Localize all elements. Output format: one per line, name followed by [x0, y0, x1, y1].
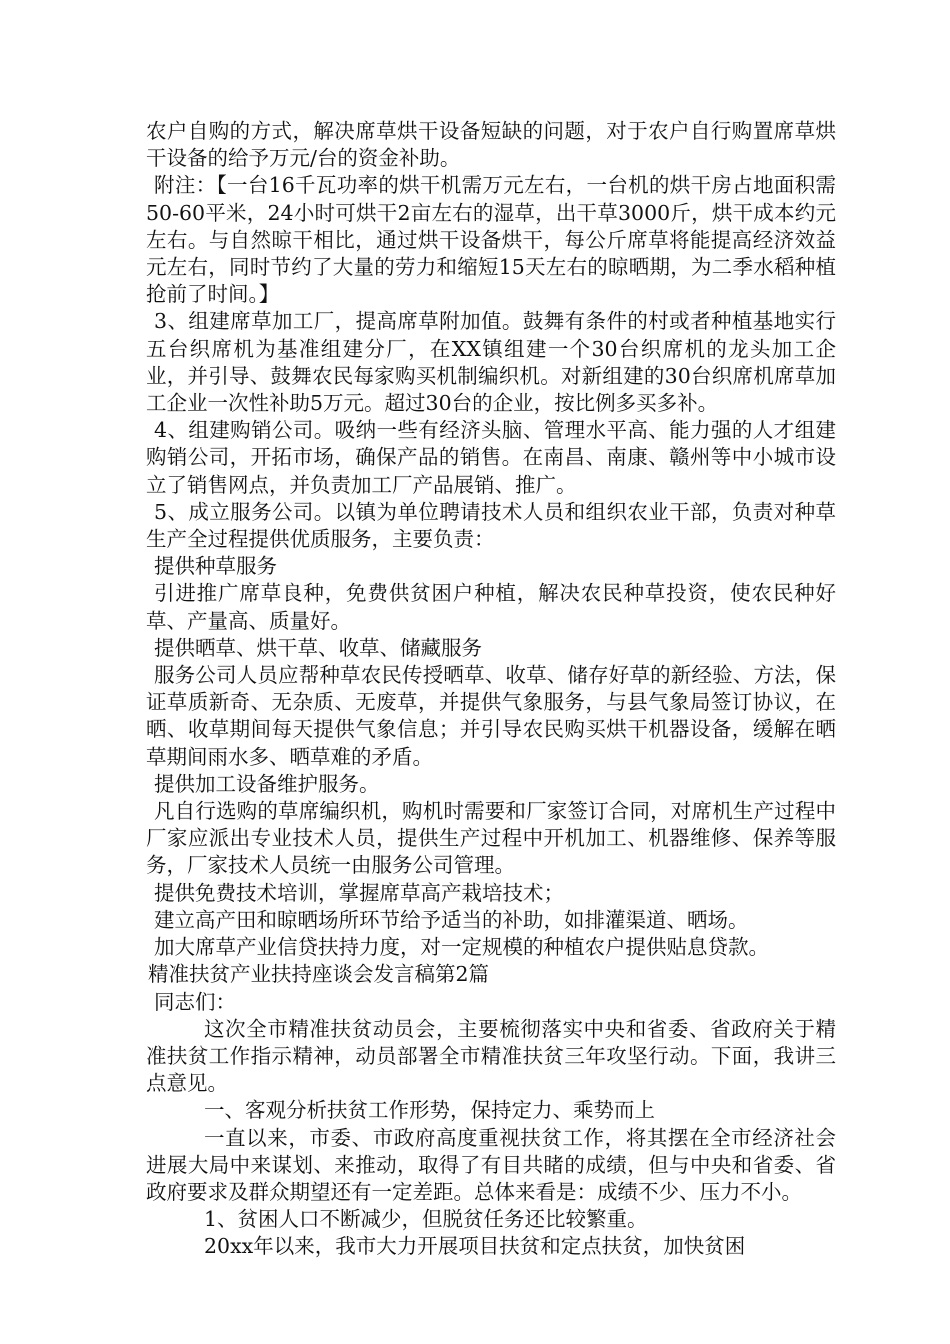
section-heading-2: 精准扶贫产业扶持座谈会发言稿第2篇 [148, 962, 490, 987]
paragraph-item-4: 4、组建购销公司。吸纳一些有经济头脑、管理水平高、能力强的人才组建购销公司，开拓市场，确保产品的销售。在南昌、南康、赣州等中小城市设立了销售网点，并负责加工厂产品展销、推广。 [146, 418, 836, 497]
paragraph-service-3-body: 凡自行选购的草席编织机，购机时需要和厂家签订合同，对席机生产过程中厂家应派出专业技术人员，提供生产过程中开机加工、机器维修、保养等服务，厂家技术人员统一由服务公司管理。 [146, 799, 836, 878]
paragraph-service-1-body: 引进推广席草良种，免费供贫困户种植，解决农民种草投资，使农民种好草、产量高、质量好。 [146, 581, 836, 633]
paragraph-service-3-title: 提供加工设备维护服务。 [154, 771, 380, 796]
paragraph-intro: 这次全市精准扶贫动员会，主要梳彻落实中央和省委、省政府关于精准扶贫工作指示精神，动员部署全市精准扶贫三年攻坚行动。下面，我讲三点意见。 [146, 1016, 836, 1096]
document-body [146, 118, 836, 1261]
paragraph-point-1: 1、贫困人口不断减少，但脱贫任务还比较繁重。 [204, 1207, 648, 1232]
paragraph-credit: 加大席草产业信贷扶持力度，对一定规模的种植农户提供贴息贷款。 [154, 935, 769, 960]
paragraph-salutation: 同志们： [154, 989, 236, 1014]
paragraph-point-1-body: 20xx年以来，我市大力开展项目扶贫和定点扶贫，加快贫困 [204, 1234, 746, 1259]
paragraph-service-1-title: 提供种草服务 [154, 554, 277, 579]
paragraph-continuation: 农户自购的方式，解决席草烘干设备短缺的问题，对于农户自行购置席草烘干设备的给予万元/台的资金补助。 [146, 119, 836, 171]
paragraph-note: 附注：【一台16千瓦功率的烘干机需万元左右，一台机的烘干房占地面积需50-60平米，24小时可烘干2亩左右的湿草，出干草3000斤，烘干成本约元左右。与自然晾干相比，通过烘干设备烘干，每公斤席草将能提高经济效益元左右，同时节约了大量的劳力和缩短15天左右的晾晒期，为二季水稻种植抢前了时间。】 [146, 173, 836, 307]
paragraph-section-1-heading: 一、客观分析扶贫工作形势，保持定力、乘势而上 [204, 1098, 655, 1123]
paragraph-section-1-body: 一直以来，市委、市政府高度重视扶贫工作，将其摆在全市经济社会进展大局中来谋划、来推动，取得了有目共睹的成绩，但与中央和省委、省政府要求及群众期望还有一定差距。总体来看是：成绩不少、压力不小。 [146, 1125, 836, 1204]
paragraph-training: 提供免费技术培训，掌握席草高产栽培技术； [154, 880, 564, 905]
paragraph-item-3: 3、组建席草加工厂，提高席草附加值。鼓舞有条件的村或者种植基地实行五台织席机为基准组建分厂，在XX镇组建一个30台织席机的龙头加工企业，并引导、鼓舞农民每家购买机制编织机。对新组建的30台织席机席草加工企业一次性补助5万元。超过30台的企业，按比例多买多补。 [146, 309, 836, 416]
paragraph-service-2-title: 提供晒草、烘干草、收草、储藏服务 [154, 635, 482, 660]
paragraph-subsidy: 建立高产田和晾晒场所环节给予适当的补助，如排灌渠道、晒场。 [154, 907, 749, 932]
paragraph-item-5: 5、成立服务公司。以镇为单位聘请技术人员和组织农业干部，负责对种草生产全过程提供优质服务，主要负责： [146, 499, 836, 552]
paragraph-service-2-body: 服务公司人员应帮种草农民传授晒草、收草、储存好草的新经验、方法，保证草质新奇、无杂质、无废草，并提供气象服务，与县气象局签订协议，在晒、收草期间每天提供气象信息；并引导农民购买烘干机器设备，缓解在晒草期间雨水多、晒草难的矛盾。 [146, 663, 836, 769]
